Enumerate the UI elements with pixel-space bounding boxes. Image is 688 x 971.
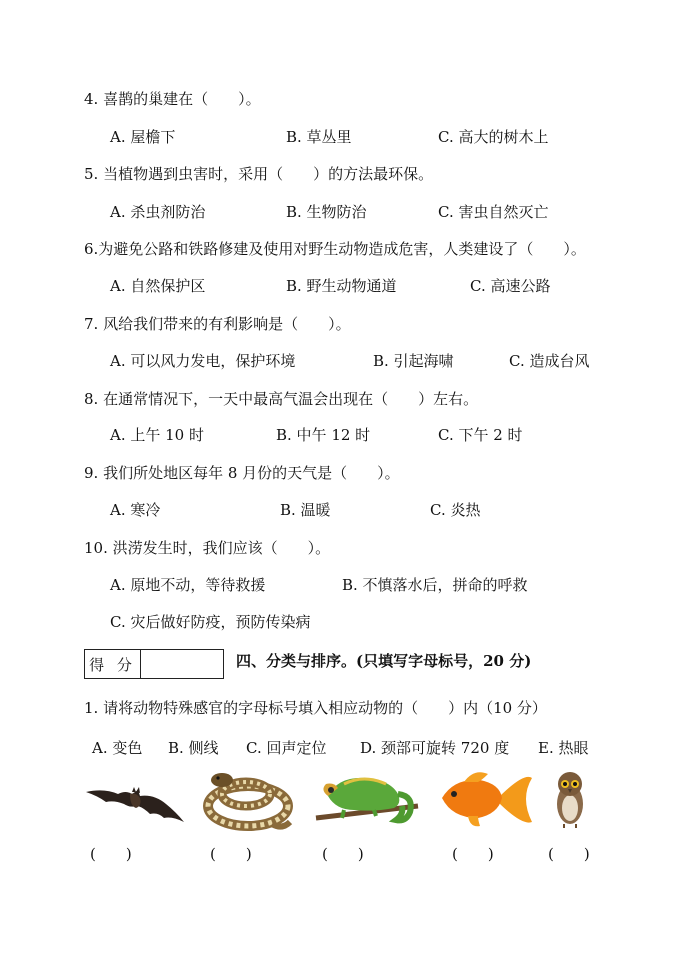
q7-option-b: B. 引起海啸: [373, 352, 454, 370]
sense-option-c: C. 回声定位: [246, 739, 327, 757]
sense-option-e: E. 热眼: [538, 739, 589, 757]
q8-option-a: A. 上午 10 时: [110, 426, 204, 444]
section-4-question-1: 1. 请将动物特殊感官的字母标号填入相应动物的（ ）内（10 分）: [84, 699, 547, 717]
q6-option-c: C. 高速公路: [470, 277, 551, 295]
question-8: 8. 在通常情况下，一天中最高气温会出现在（ ）左右。: [84, 390, 479, 408]
question-4: 4. 喜鹊的巢建在（ ）。: [84, 90, 261, 108]
q4-option-c: C. 高大的树木上: [438, 128, 549, 146]
snake-icon: [202, 764, 294, 836]
answer-blank-goldfish[interactable]: ( ): [452, 845, 494, 863]
q5-option-c: C. 害虫自然灭亡: [438, 203, 549, 221]
sense-option-b: B. 侧线: [168, 739, 219, 757]
q10-option-b: B. 不慎落水后，拼命的呼救: [342, 576, 528, 594]
q9-option-b: B. 温暖: [280, 501, 331, 519]
answer-blank-bat[interactable]: ( ): [90, 845, 132, 863]
section-4-title: 四、分类与排序。(只填写字母标号，20 分): [236, 652, 532, 670]
score-blank: [141, 650, 223, 678]
question-9: 9. 我们所处地区每年 8 月份的天气是（ ）。: [84, 464, 400, 482]
q8-option-c: C. 下午 2 时: [438, 426, 523, 444]
question-10: 10. 洪涝发生时，我们应该（ ）。: [84, 539, 331, 557]
question-5: 5. 当植物遇到虫害时，采用（ ）的方法最环保。: [84, 165, 434, 183]
q5-option-b: B. 生物防治: [286, 203, 367, 221]
q9-option-c: C. 炎热: [430, 501, 481, 519]
question-6: 6.为避免公路和铁路修建及使用对野生动物造成危害，人类建设了（ ）。: [84, 240, 586, 258]
q9-option-a: A. 寒冷: [110, 501, 161, 519]
question-7: 7. 风给我们带来的有利影响是（ ）。: [84, 315, 351, 333]
answer-blank-snake[interactable]: ( ): [210, 845, 252, 863]
q4-option-b: B. 草丛里: [286, 128, 352, 146]
sense-option-d: D. 颈部可旋转 720 度: [360, 739, 510, 757]
q8-option-b: B. 中午 12 时: [276, 426, 371, 444]
answer-blank-chameleon[interactable]: ( ): [322, 845, 364, 863]
answer-blank-owl[interactable]: ( ): [548, 845, 590, 863]
q10-option-a: A. 原地不动，等待救援: [110, 576, 266, 594]
bat-icon: [84, 778, 188, 826]
sense-option-a: A. 变色: [92, 739, 143, 757]
score-label: 得 分: [85, 650, 141, 678]
q10-option-c: C. 灾后做好防疫，预防传染病: [110, 613, 311, 631]
owl-icon: [552, 768, 588, 830]
q7-option-c: C. 造成台风: [509, 352, 590, 370]
score-box: [84, 649, 224, 679]
q6-option-a: A. 自然保护区: [110, 277, 206, 295]
q7-option-a: A. 可以风力发电，保护环境: [110, 352, 296, 370]
q4-option-a: A. 屋檐下: [110, 128, 176, 146]
q5-option-a: A. 杀虫剂防治: [110, 203, 206, 221]
chameleon-icon: [314, 766, 422, 830]
goldfish-icon: [434, 768, 534, 830]
q6-option-b: B. 野生动物通道: [286, 277, 397, 295]
